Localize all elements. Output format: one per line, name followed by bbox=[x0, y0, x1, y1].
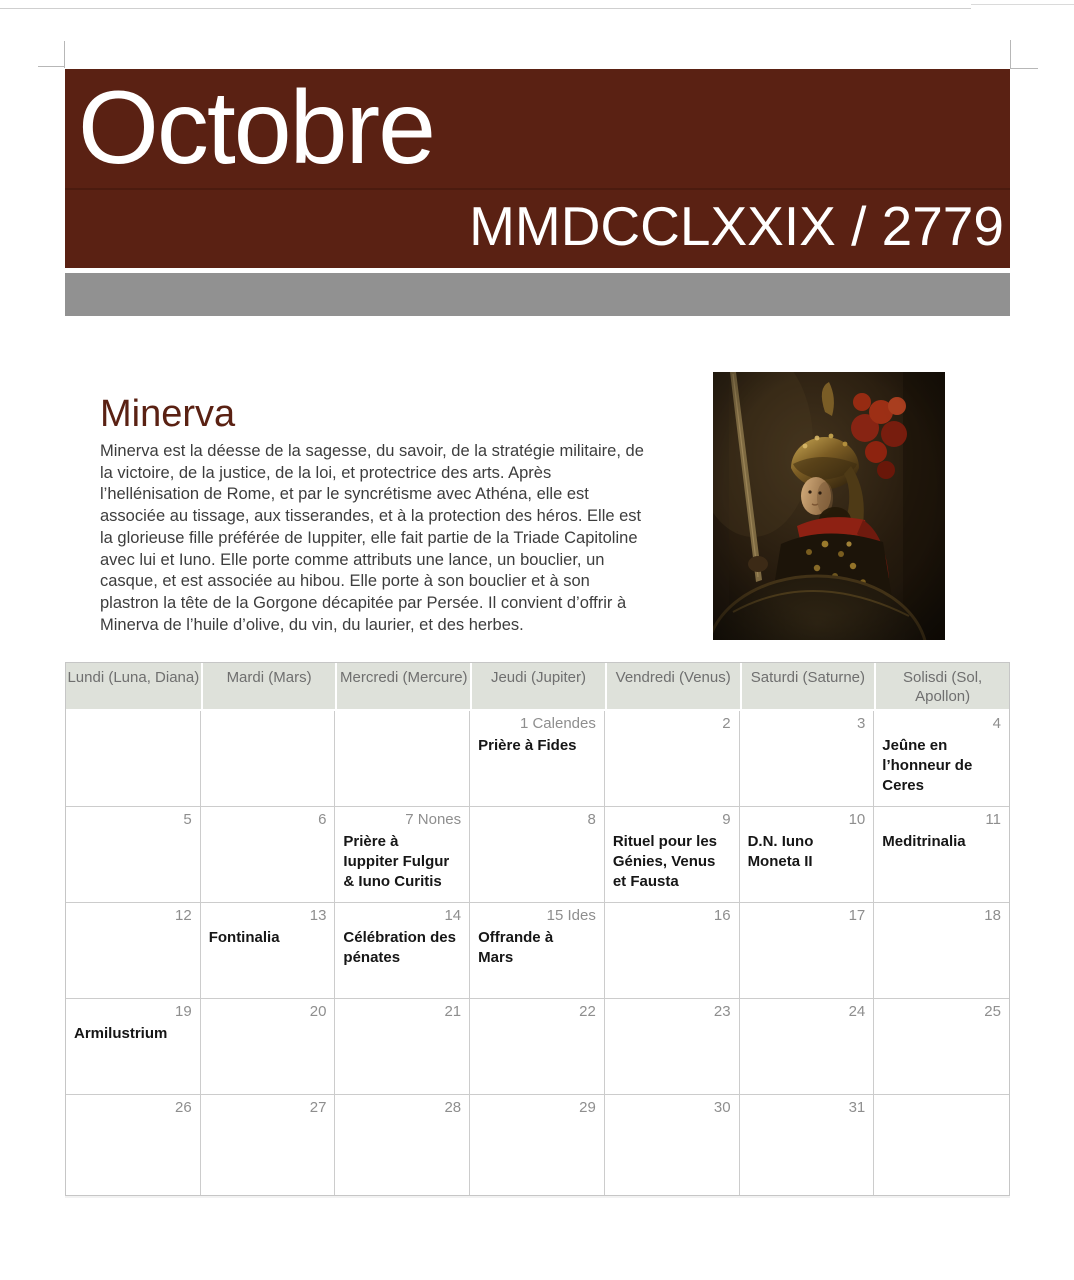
calendar-day-cell bbox=[470, 711, 605, 807]
crop-mark-top-right-horizontal bbox=[1010, 68, 1038, 69]
weekday-header: Saturdi (Saturne) bbox=[740, 663, 875, 709]
calendar-day-cell bbox=[470, 807, 605, 903]
day-number: 18 bbox=[984, 907, 1001, 924]
crop-mark-top-left-horizontal bbox=[38, 66, 65, 67]
calendar-day-cell bbox=[874, 903, 1009, 999]
calendar-day-cell bbox=[470, 999, 605, 1095]
calendar-day-cell bbox=[66, 807, 201, 903]
calendar-day-cell bbox=[66, 903, 201, 999]
calendar-day-cell bbox=[605, 1095, 740, 1195]
minerva-painting bbox=[713, 372, 945, 640]
day-number: 26 bbox=[175, 1099, 192, 1116]
calendar-day-cell bbox=[201, 999, 336, 1095]
day-number: 20 bbox=[309, 1003, 327, 1020]
calendar-day-cell bbox=[201, 711, 336, 807]
day-number: 31 bbox=[848, 1099, 866, 1116]
day-number: 23 bbox=[713, 1003, 731, 1020]
calendar-day-cell bbox=[201, 807, 336, 903]
calendar-day-cell bbox=[201, 903, 336, 999]
calendar-week-row bbox=[66, 711, 1009, 807]
calendar-day-cell bbox=[740, 903, 875, 999]
calendar-day-cell bbox=[605, 711, 740, 807]
day-event: D.N. Iuno Moneta II bbox=[747, 833, 814, 870]
day-number: 2 bbox=[722, 715, 731, 732]
pallas-athena-artwork bbox=[713, 372, 945, 640]
day-number: 10 bbox=[848, 811, 866, 828]
year-title: MMDCCLXXIX / 2779 bbox=[469, 195, 1004, 257]
day-number: 30 bbox=[713, 1099, 731, 1116]
calendar-day-cell bbox=[874, 1095, 1009, 1195]
day-event: Prière à Fides bbox=[478, 737, 577, 754]
day-number: 22 bbox=[579, 1003, 596, 1020]
calendar-day-cell bbox=[740, 999, 875, 1095]
calendar-day-cell bbox=[335, 711, 470, 807]
day-number: 27 bbox=[309, 1099, 327, 1116]
calendar-week-row bbox=[66, 903, 1009, 999]
banner-gray-bar bbox=[65, 273, 1010, 316]
calendar-day-cell bbox=[874, 807, 1009, 903]
calendar-day-cell bbox=[335, 807, 470, 903]
page-boundary-rule-right bbox=[971, 4, 1074, 5]
day-event: Meditrinalia bbox=[882, 833, 966, 850]
calendar-day-cell bbox=[874, 711, 1009, 807]
calendar-day-cell bbox=[470, 1095, 605, 1195]
calendar-day-cell bbox=[335, 999, 470, 1095]
calendar-day-cell bbox=[66, 711, 201, 807]
day-number: 13 bbox=[309, 907, 327, 924]
day-number: 8 bbox=[587, 811, 596, 828]
deity-title: Minerva bbox=[100, 393, 236, 435]
day-number: 14 bbox=[444, 907, 462, 924]
calendar-header-row bbox=[66, 663, 1009, 709]
day-number: 16 bbox=[713, 907, 731, 924]
day-event: Jeûne en l’honneur de Ceres bbox=[882, 737, 973, 794]
calendar-day-cell bbox=[605, 903, 740, 999]
calendar-body bbox=[66, 711, 1009, 1195]
day-number: 12 bbox=[175, 907, 192, 924]
day-event: Fontinalia bbox=[208, 929, 280, 946]
calendar-day-cell bbox=[605, 807, 740, 903]
calendar-day-cell bbox=[874, 999, 1009, 1095]
day-number: 25 bbox=[984, 1003, 1001, 1020]
day-number: 4 bbox=[992, 715, 1001, 732]
calendar-week-row bbox=[66, 807, 1009, 903]
page-boundary-rule bbox=[0, 8, 971, 9]
day-number: 5 bbox=[183, 811, 192, 828]
month-title: Octobre bbox=[65, 69, 1010, 190]
month-calendar bbox=[65, 662, 1010, 1196]
calendar-day-cell bbox=[201, 1095, 336, 1195]
day-event: Célébration des pénates bbox=[343, 929, 456, 966]
calendar-day-cell bbox=[66, 1095, 201, 1195]
day-number: 19 bbox=[175, 1003, 192, 1020]
day-number: 6 bbox=[318, 811, 327, 828]
calendar-day-cell bbox=[335, 1095, 470, 1195]
crop-mark-top-left-vertical bbox=[64, 41, 65, 68]
calendar-day-cell bbox=[740, 711, 875, 807]
calendar-day-cell bbox=[66, 999, 201, 1095]
day-event: Offrande à Mars bbox=[478, 929, 554, 966]
day-number: 21 bbox=[444, 1003, 462, 1020]
day-number: 29 bbox=[579, 1099, 596, 1116]
weekday-header: Mardi (Mars) bbox=[201, 663, 336, 709]
calendar-week-row bbox=[66, 999, 1009, 1095]
day-number: 1 Calendes bbox=[519, 715, 596, 732]
calendar-day-cell bbox=[740, 1095, 875, 1195]
calendar-day-cell bbox=[605, 999, 740, 1095]
calendar-day-cell bbox=[740, 807, 875, 903]
day-number: 28 bbox=[444, 1099, 462, 1116]
calendar-day-cell bbox=[470, 903, 605, 999]
month-banner bbox=[65, 69, 1010, 268]
calendar-day-cell bbox=[335, 903, 470, 999]
crop-mark-top-right-vertical bbox=[1010, 40, 1011, 69]
weekday-header: Mercredi (Mercure) bbox=[335, 663, 470, 709]
day-number: 17 bbox=[848, 907, 866, 924]
calendar-week-row bbox=[66, 1095, 1009, 1195]
day-number: 7 Nones bbox=[405, 811, 462, 828]
day-number: 11 bbox=[985, 811, 1001, 828]
weekday-header: Solisdi (Sol, Apollon) bbox=[874, 663, 1009, 709]
day-number: 24 bbox=[848, 1003, 866, 1020]
weekday-header: Vendredi (Venus) bbox=[605, 663, 740, 709]
deity-description: Minerva est la déesse de la sagesse, du savoir, de la stratégie militaire, de la victoire, de la justice, de la loi, et protectrice des arts. Après l’hellénisation de Rome, et par le syncrétisme avec Athéna, elle est associée au tissage, aux tisserandes, et à la protection des héros. Elle est la glorieuse fille préférée de Iuppiter, elle fait partie de la Triade Capitoline avec lui et Iuno. Elle porte comme attributs une lance, un bouclier, un casque, et est associée au hibou. Elle porte à son bouclier et à son plastron la tête de la Gorgone décapitée par Persée. Il convient d’offrir à Minerva de l’huile d’olive, du vin, du laurier, et des herbes. bbox=[100, 442, 644, 634]
day-number: 3 bbox=[856, 715, 866, 732]
day-event: Rituel pour les Génies, Venus et Fausta bbox=[612, 833, 718, 890]
weekday-header: Jeudi (Jupiter) bbox=[470, 663, 605, 709]
day-number: 9 bbox=[722, 811, 731, 828]
day-number: 15 Ides bbox=[546, 907, 596, 924]
day-event: Prière à Iuppiter Fulgur & Iuno Curitis bbox=[343, 833, 450, 890]
weekday-header: Lundi (Luna, Diana) bbox=[66, 663, 201, 709]
day-event: Armilustrium bbox=[74, 1025, 168, 1042]
